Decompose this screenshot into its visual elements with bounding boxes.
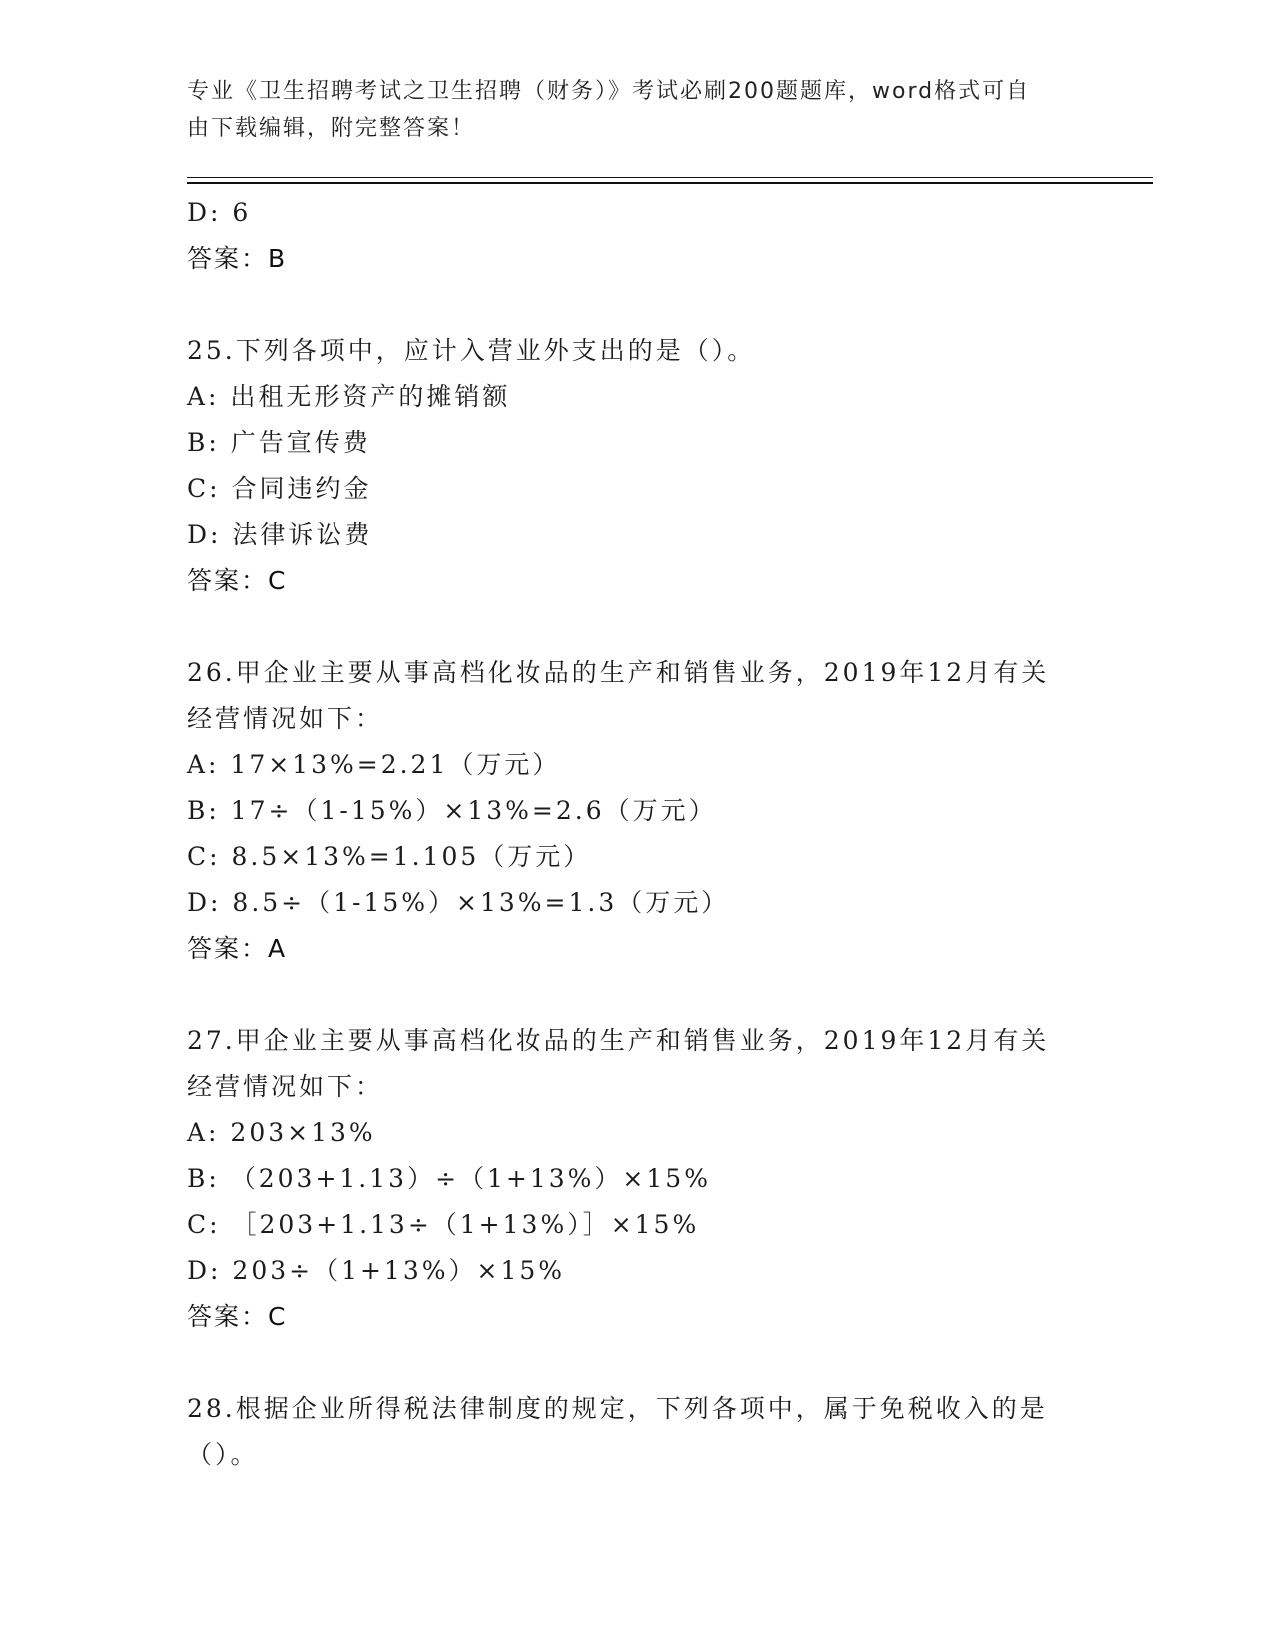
option-c: C: 合同违约金 bbox=[187, 474, 372, 503]
header-divider-thin bbox=[187, 177, 1153, 178]
option-d: D: 6 bbox=[187, 198, 252, 227]
question-stem-line-1: 26.甲企业主要从事高档化妆品的生产和销售业务，2019年12月有关 bbox=[187, 658, 1050, 687]
header-divider-thick bbox=[187, 182, 1153, 184]
question-stem: 25.下列各项中，应计入营业外支出的是（）。 bbox=[187, 336, 756, 365]
answer-line: 答案：A bbox=[187, 934, 288, 963]
option-a: A: 出租无形资产的摊销额 bbox=[187, 382, 511, 411]
option-c: C: 8.5×13%=1.105（万元） bbox=[187, 842, 592, 871]
option-b: B: 17÷（1-15%）×13%=2.6（万元） bbox=[187, 796, 717, 825]
option-b: B: 广告宣传费 bbox=[187, 428, 371, 457]
spacer bbox=[187, 1340, 1077, 1386]
question-stem-line-2: 经营情况如下： bbox=[187, 704, 384, 733]
question-28 bbox=[187, 1386, 1077, 1478]
option-d: D: 8.5÷（1-15%）×13%=1.3（万元） bbox=[187, 888, 730, 917]
question-25 bbox=[187, 328, 1077, 604]
header-title-line-2: 由下载编辑，附完整答案！ bbox=[187, 116, 476, 141]
option-a: A: 203×13% bbox=[187, 1118, 376, 1147]
question-stem-line-1: 28.根据企业所得税法律制度的规定，下列各项中，属于免税收入的是 bbox=[187, 1394, 1048, 1423]
option-c: C: ［203+1.13÷（1+13%）］×15% bbox=[187, 1210, 700, 1239]
header-title-line-1: 专业《卫生招聘考试之卫生招聘（财务）》考试必刷200题题库，word格式可自 bbox=[187, 79, 1031, 104]
answer-line: 答案：C bbox=[187, 566, 288, 595]
question-stem-line-2: 经营情况如下： bbox=[187, 1072, 384, 1101]
spacer bbox=[187, 282, 1077, 328]
spacer bbox=[187, 604, 1077, 650]
option-d: D: 法律诉讼费 bbox=[187, 520, 373, 549]
answer-line: 答案：B bbox=[187, 244, 288, 273]
spacer bbox=[187, 972, 1077, 1018]
option-b: B: （203+1.13）÷（1+13%）×15% bbox=[187, 1164, 711, 1193]
option-a: A: 17×13%=2.21（万元） bbox=[187, 750, 561, 779]
answer-line: 答案：C bbox=[187, 1302, 288, 1331]
page-header bbox=[187, 73, 1077, 147]
question-stem-line-1: 27.甲企业主要从事高档化妆品的生产和销售业务，2019年12月有关 bbox=[187, 1026, 1050, 1055]
question-stem-line-2: （）。 bbox=[187, 1440, 259, 1469]
option-d: D: 203÷（1+13%）×15% bbox=[187, 1256, 566, 1285]
question-27 bbox=[187, 1018, 1077, 1340]
question-26 bbox=[187, 650, 1077, 972]
question-list bbox=[187, 190, 1077, 1478]
